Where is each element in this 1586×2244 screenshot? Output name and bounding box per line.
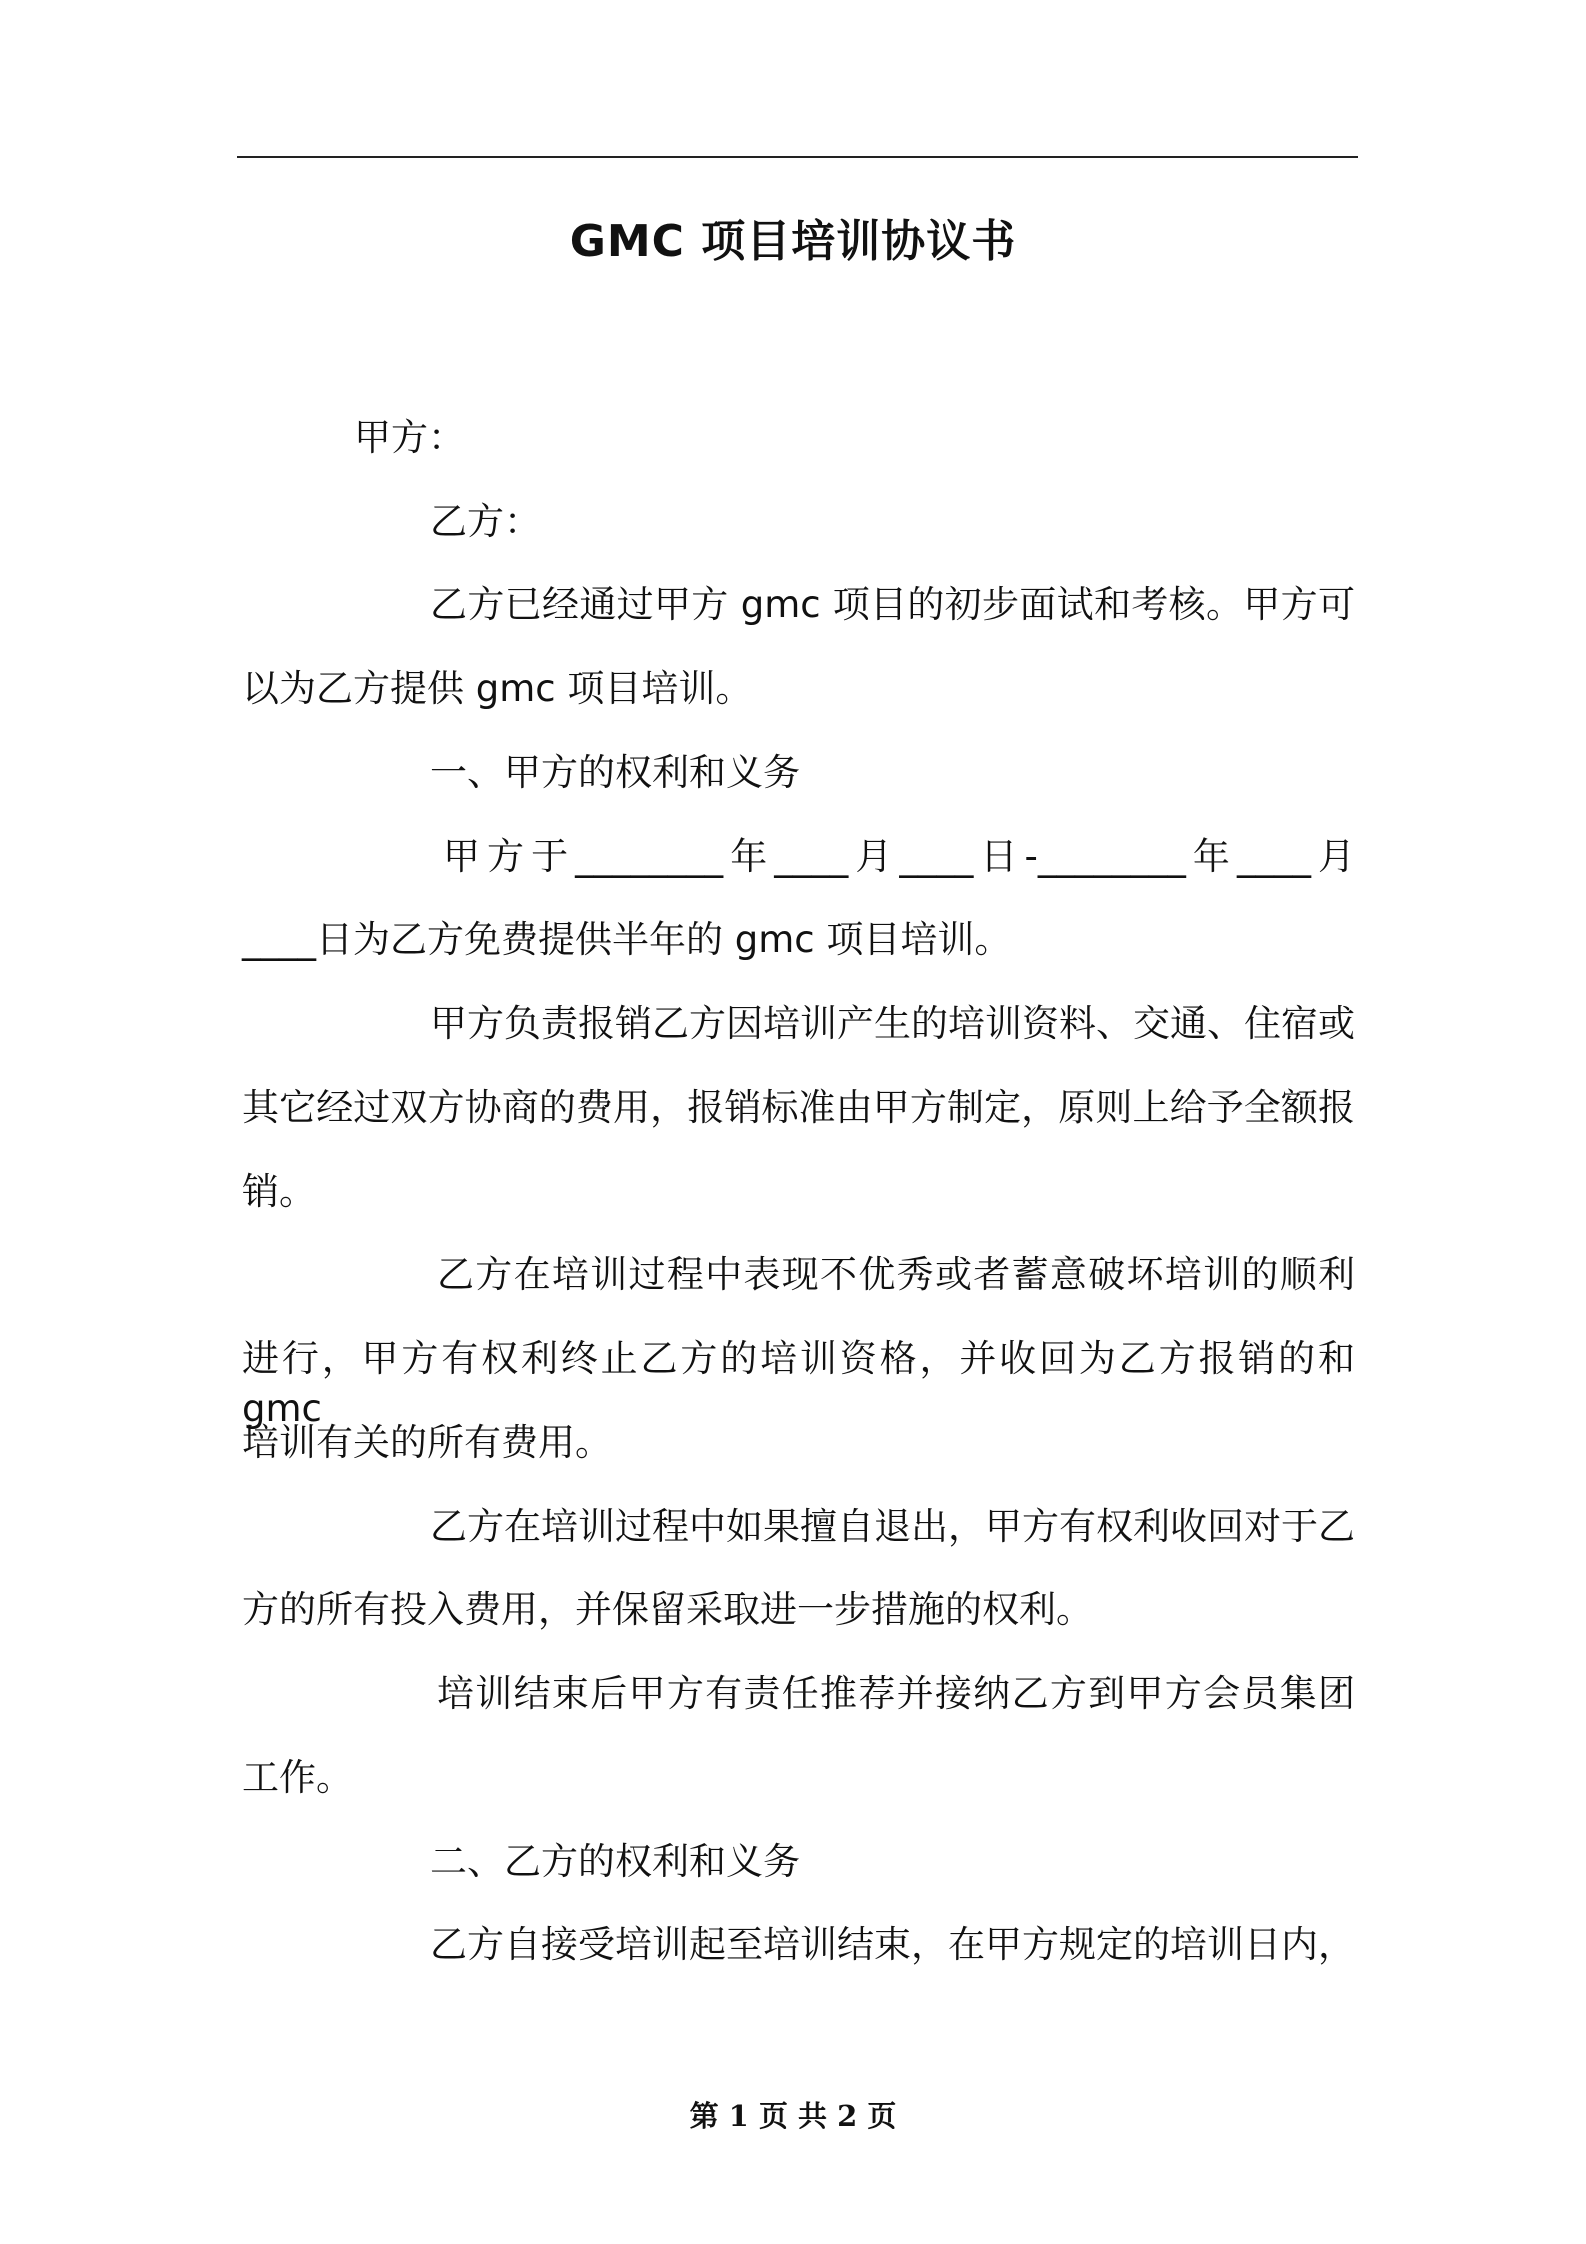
paragraph-line: 甲方于________年____月____日-________年____月 — [443, 835, 1355, 878]
document-title: GMC 项目培训协议书 — [569, 216, 1017, 267]
paragraph-line: 乙方自接受培训起至培训结束，在甲方规定的培训日内， — [430, 1923, 1355, 1966]
party-a-label: 甲方： — [354, 416, 465, 459]
paragraph-line: 乙方在培训过程中如果擅自退出，甲方有权利收回对于乙 — [430, 1505, 1355, 1548]
paragraph-line: 培训结束后甲方有责任推荐并接纳乙方到甲方会员集团 — [437, 1672, 1355, 1715]
paragraph-line: 乙方已经通过甲方 gmc 项目的初步面试和考核。甲方可 — [430, 583, 1355, 626]
paragraph-line: 培训有关的所有费用。 — [242, 1421, 612, 1464]
paragraph-line: 甲方负责报销乙方因培训产生的培训资料、交通、住宿或 — [430, 1002, 1355, 1045]
paragraph-line: 销。 — [242, 1170, 316, 1213]
party-b-label: 乙方： — [430, 500, 541, 543]
header-rule — [237, 156, 1358, 158]
paragraph-line: 以为乙方提供 gmc 项目培训。 — [242, 667, 753, 710]
paragraph-line: 乙方在培训过程中表现不优秀或者蓄意破坏培训的顺利 — [437, 1253, 1355, 1296]
paragraph-line: 其它经过双方协商的费用，报销标准由甲方制定，原则上给予全额报 — [242, 1086, 1355, 1129]
section-heading: 二、乙方的权利和义务 — [430, 1840, 800, 1883]
paragraph-line: 工作。 — [242, 1756, 353, 1799]
page-footer: 第 1 页 共 2 页 — [689, 2099, 897, 2133]
paragraph-line: ____日为乙方免费提供半年的 gmc 项目培训。 — [242, 918, 1012, 961]
paragraph-line: 进行，甲方有权利终止乙方的培训资格，并收回为乙方报销的和 gmc — [242, 1337, 1355, 1430]
section-heading: 一、甲方的权利和义务 — [430, 751, 800, 794]
paragraph-line: 方的所有投入费用，并保留采取进一步措施的权利。 — [242, 1588, 1093, 1631]
